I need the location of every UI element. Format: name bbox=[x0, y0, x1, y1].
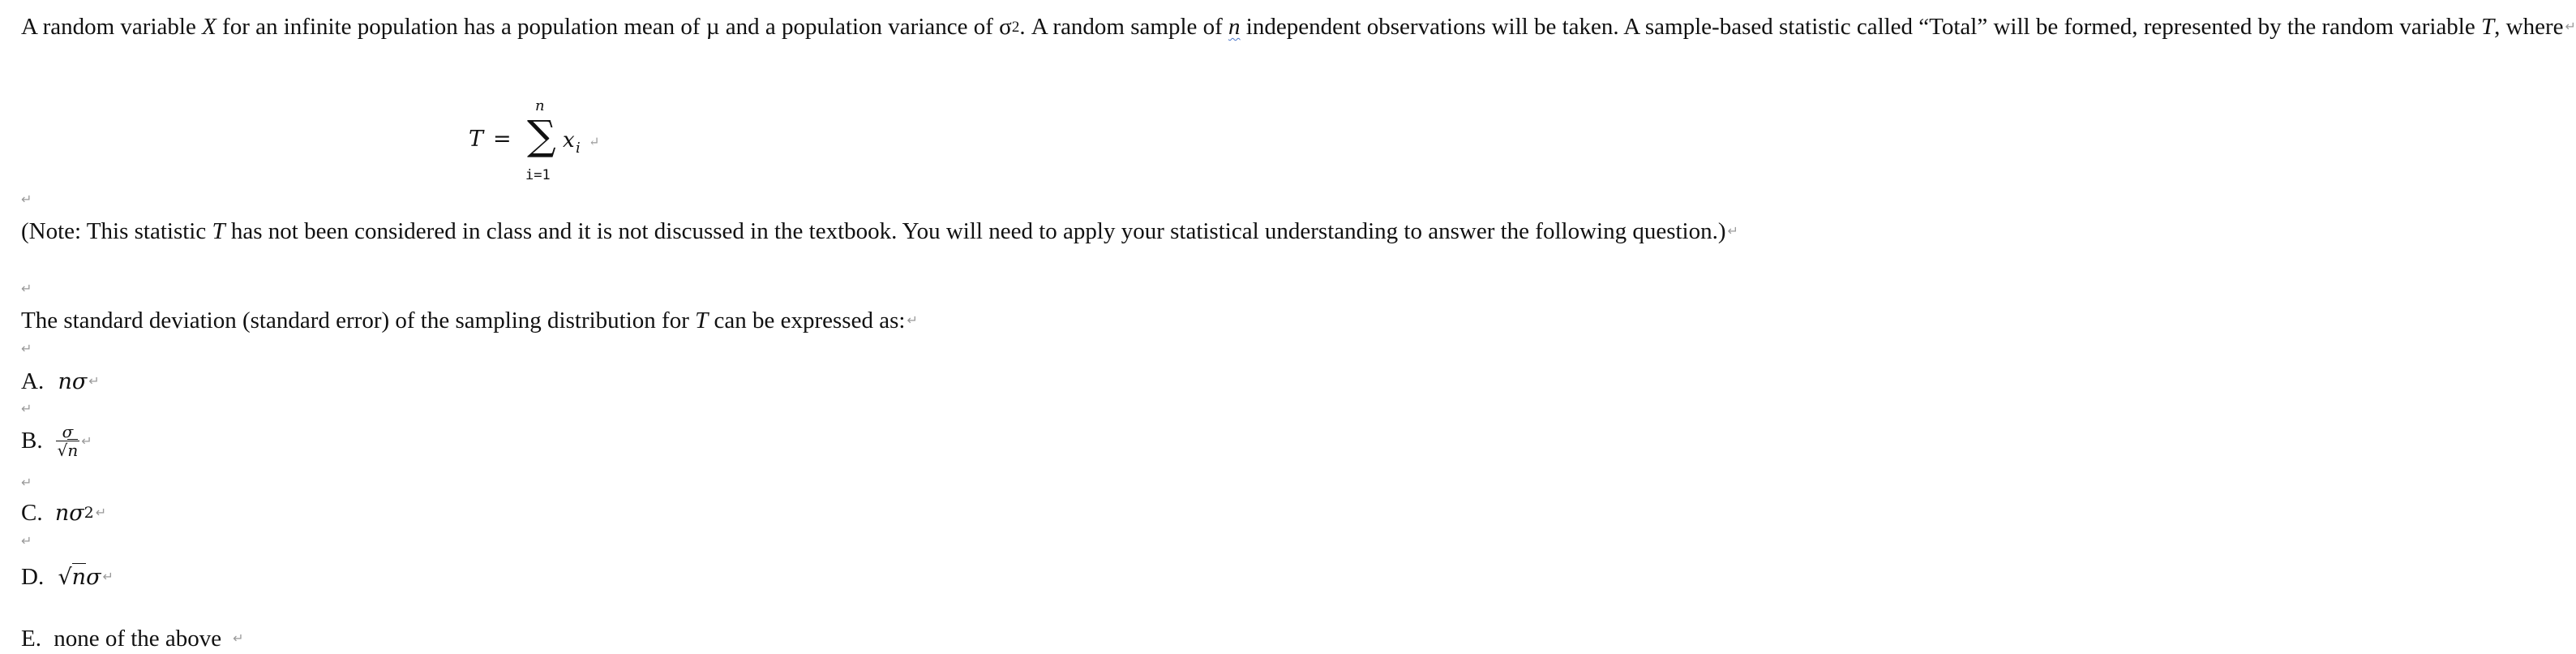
option-e[interactable] bbox=[21, 623, 244, 654]
variable-t: T bbox=[212, 218, 225, 244]
paragraph-mark-icon: ↵ bbox=[81, 433, 92, 449]
radical-icon: √ bbox=[57, 441, 68, 460]
radicand: n bbox=[67, 441, 79, 460]
variable-n-spellcheck[interactable]: n bbox=[1228, 14, 1241, 40]
option-label: C. bbox=[21, 500, 43, 526]
text-run: (Note: This statistic bbox=[21, 218, 212, 244]
sum-term-subscript: i bbox=[576, 140, 581, 157]
option-c[interactable] bbox=[21, 497, 106, 528]
text-run: A random variable bbox=[21, 14, 203, 40]
option-label: E. bbox=[21, 626, 41, 652]
paragraph-mark-icon: ↵ bbox=[589, 134, 600, 149]
superscript-two: 2 bbox=[1011, 19, 1020, 36]
paragraph-mark-icon: ↵ bbox=[21, 191, 32, 207]
text-run: independent observations will be taken. A sample-based statistic called “Total” will be formed, represented by the random variable bbox=[1240, 14, 2481, 40]
paragraph-mark-icon: ↵ bbox=[21, 475, 32, 490]
equation-lhs: T bbox=[469, 127, 484, 152]
text-run: can be expressed as: bbox=[708, 308, 906, 333]
option-text: none of the above bbox=[54, 626, 222, 652]
radical-icon: √ bbox=[58, 565, 72, 590]
note-paragraph bbox=[21, 216, 1738, 247]
option-label: B. bbox=[21, 428, 43, 454]
paragraph-mark-icon: ↵ bbox=[95, 505, 107, 520]
text-run: The standard deviation (standard error) of the sampling distribution for bbox=[21, 308, 696, 333]
summation-symbol: ∑ bbox=[527, 112, 556, 159]
paragraph-mark-icon: ↵ bbox=[233, 630, 244, 646]
variable-x: X bbox=[202, 14, 216, 40]
superscript-two: 2 bbox=[84, 504, 94, 522]
option-d[interactable] bbox=[21, 561, 114, 592]
option-fraction bbox=[56, 423, 80, 459]
fraction-denominator bbox=[56, 441, 80, 459]
fraction-numerator: σ bbox=[62, 422, 74, 441]
text-run: for an infinite population has a population mean of µ and a population variance of σ bbox=[216, 14, 1012, 40]
option-math: nσ bbox=[58, 369, 88, 394]
option-math: nσ bbox=[54, 501, 84, 526]
problem-statement bbox=[21, 11, 2576, 42]
option-math bbox=[58, 565, 101, 590]
question-paragraph bbox=[21, 305, 1031, 336]
paragraph-mark-icon: ↵ bbox=[102, 569, 114, 584]
paragraph-mark-icon: ↵ bbox=[21, 401, 32, 416]
paragraph-mark-icon: ↵ bbox=[21, 341, 32, 356]
paragraph-mark-icon: ↵ bbox=[1727, 223, 1738, 239]
sum-lower-limit: i=1 bbox=[525, 167, 551, 183]
option-label: D. bbox=[21, 564, 45, 590]
paragraph-mark-icon: ↵ bbox=[2565, 19, 2576, 34]
radicand: n bbox=[71, 565, 87, 590]
math-rest: σ bbox=[86, 565, 101, 590]
equation-equals: = bbox=[493, 127, 512, 152]
text-run: , where bbox=[2494, 14, 2564, 40]
paragraph-mark-icon: ↵ bbox=[21, 281, 32, 296]
text-run: has not been considered in class and it is not discussed in the textbook. You will need to apply your statistical understanding to answer the following question.) bbox=[225, 218, 1726, 244]
option-b[interactable] bbox=[21, 423, 92, 459]
option-a[interactable] bbox=[21, 366, 100, 397]
paragraph-mark-icon: ↵ bbox=[21, 533, 32, 549]
paragraph-mark-icon: ↵ bbox=[88, 373, 100, 389]
sum-upper-limit: n bbox=[535, 97, 545, 114]
variable-t: T bbox=[695, 308, 709, 333]
text-run: . A random sample of bbox=[1019, 14, 1229, 40]
option-label: A. bbox=[21, 368, 45, 394]
paragraph-mark-icon: ↵ bbox=[907, 312, 918, 328]
variable-t: T bbox=[2481, 14, 2495, 40]
sum-term: x bbox=[563, 128, 575, 153]
